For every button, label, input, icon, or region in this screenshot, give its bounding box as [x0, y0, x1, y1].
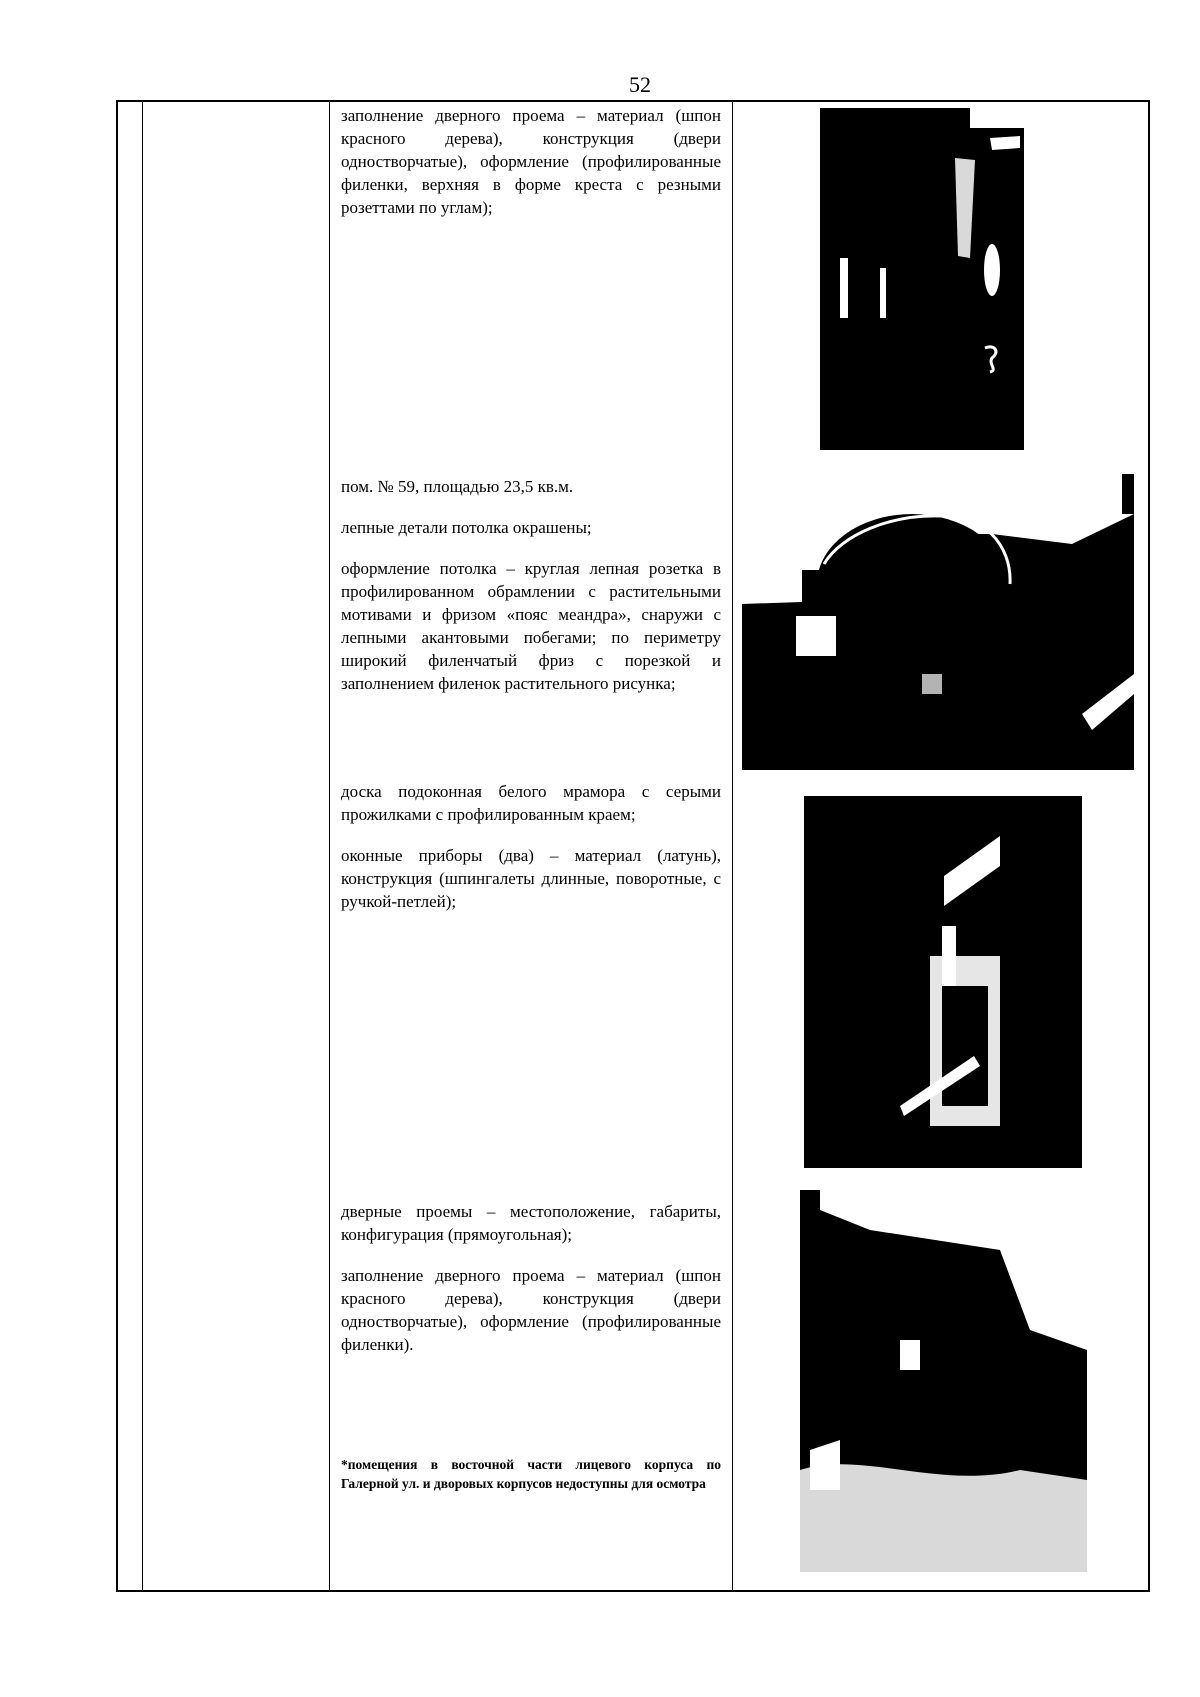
photo-ceiling-rosette [742, 474, 1134, 770]
footnote-text: *помещения в восточной части лицевого корпуса по Галерной ул. и дворовых корпусов недоступны для осмотра [341, 1457, 721, 1491]
room-heading: пом. № 59, площадью 23,5 кв.м. [341, 477, 574, 496]
photo-window [804, 796, 1082, 1168]
door-fill-description: заполнение дверного проема – материал (шпон красного дерева), конструкция (двери одностворчатые), оформление (профилированные филенки, верхняя в форме креста с резными розеттами по углам); [341, 106, 721, 217]
text-block-room-59 [341, 475, 721, 695]
column-divider-2 [329, 102, 330, 1590]
ceiling-design-text: оформление потолка – круглая лепная розетка в профилированном обрамлении с растительными мотивами и фризом «пояс меандра», снаружи с лепными акантовыми побегами; по периметру широкий филенчатый фриз с порезкой и заполнением филенок растительного рисунка; [341, 559, 721, 693]
photo-doorway [800, 1190, 1087, 1572]
page-number: 52 [629, 72, 651, 97]
text-block-door-fill [341, 104, 721, 219]
photo-door-cross-panel [820, 108, 1024, 450]
column-divider-1 [142, 102, 143, 1590]
doorways-text: дверные проемы – местоположение, габариты, конфигурация (прямоугольная); [341, 1202, 721, 1244]
ceiling-painted-text: лепные детали потолка окрашены; [341, 518, 592, 537]
window-fittings-text: оконные приборы (два) – материал (латунь), конструкция (шпингалеты длинные, поворотные, с ручкой-петлей); [341, 846, 721, 911]
text-block-window [341, 780, 721, 913]
door-fill-text-2: заполнение дверного проема – материал (шпон красного дерева), конструкция (двери одностворчатые), оформление (профилированные филенки). [341, 1266, 721, 1354]
footnote [341, 1455, 721, 1493]
text-block-doorways [341, 1200, 721, 1356]
column-divider-3 [732, 102, 733, 1590]
window-sill-text: доска подоконная белого мрамора с серыми прожилками с профилированным краем; [341, 782, 721, 824]
